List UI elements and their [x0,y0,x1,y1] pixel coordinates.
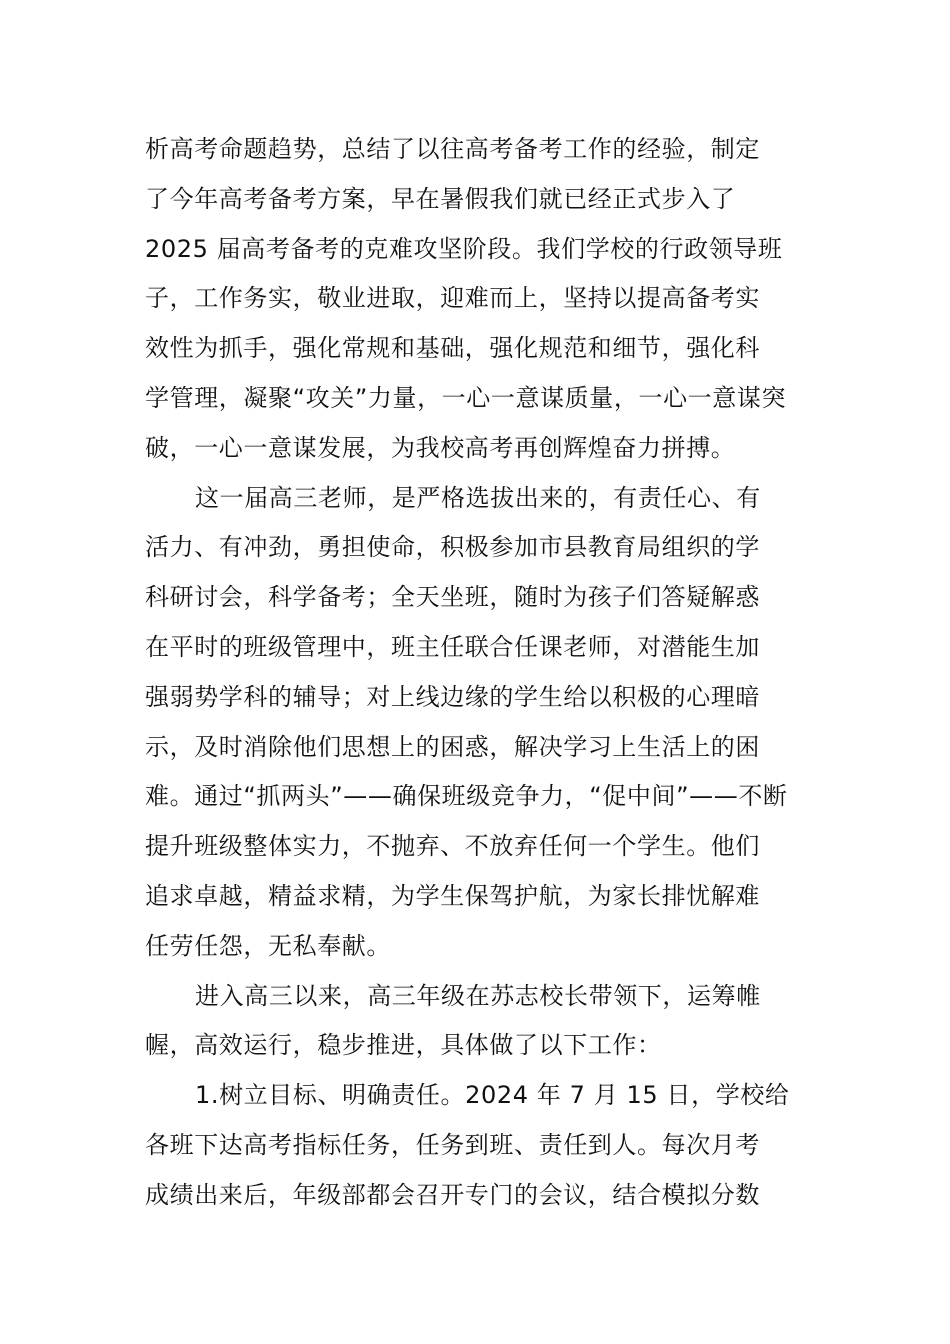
text-line: 了今年高考备考方案，早在暑假我们就已经正式步入了 [145,184,736,213]
text-line: 任劳任怨，无私奉献。 [145,931,391,960]
text-line: 难。通过“抓两头”——确保班级竞争力，“促中间”——不断 [145,782,788,811]
text-line: 进入高三以来，高三年级在苏志校长带领下，运筹帷 [195,981,761,1010]
text-line: 析高考命题趋势，总结了以往高考备考工作的经验，制定 [145,135,760,163]
text-line: 幄，高效运行，稳步推进，具体做了以下工作： [145,1031,662,1060]
text-line: 各班下达高考指标任务，任务到班、责任到人。每次月考 [145,1130,760,1159]
text-line: 提升班级整体实力，不抛弃、不放弃任何一个学生。他们 [145,832,760,861]
text-line: 破，一心一意谋发展，为我校高考再创辉煌奋力拼搏。 [145,433,736,462]
text-line: 追求卓越，精益求精，为学生保驾护航，为家长排忧解难 [145,881,760,910]
text-line: 强弱势学科的辅导；对上线边缘的学生给以积极的心理暗 [145,682,760,711]
text-line: 这一届高三老师，是严格选拔出来的，有责任心、有 [195,483,761,512]
text-line: 科研讨会，科学备考；全天坐班，随时为孩子们答疑解惑 [145,583,760,612]
paragraph-1 [145,125,805,474]
text-line: 2025 届高考备考的克难攻坚阶段。我们学校的行政领导班 [145,234,783,263]
paragraph-4 [145,1071,805,1220]
text-line: 学管理，凝聚“攻关”力量，一心一意谋质量，一心一意谋突 [145,383,787,412]
paragraph-2 [145,474,805,972]
paragraph-3 [145,972,805,1072]
text-line: 示，及时消除他们思想上的困惑，解决学习上生活上的困 [145,732,760,761]
text-line: 效性为抓手，强化常规和基础，强化规范和细节，强化科 [145,334,760,363]
document-body [145,125,805,1221]
text-line: 1.树立目标、明确责任。2024 年 7 月 15 日，学校给 [195,1081,790,1110]
text-line: 在平时的班级管理中，班主任联合任课老师，对潜能生加 [145,632,760,661]
text-line: 活力、有冲劲，勇担使命，积极参加市县教育局组织的学 [145,533,760,562]
text-line: 成绩出来后，年级部都会召开专门的会议，结合模拟分数 [145,1180,760,1209]
text-line: 子，工作务实，敬业进取，迎难而上，坚持以提高备考实 [145,284,760,313]
